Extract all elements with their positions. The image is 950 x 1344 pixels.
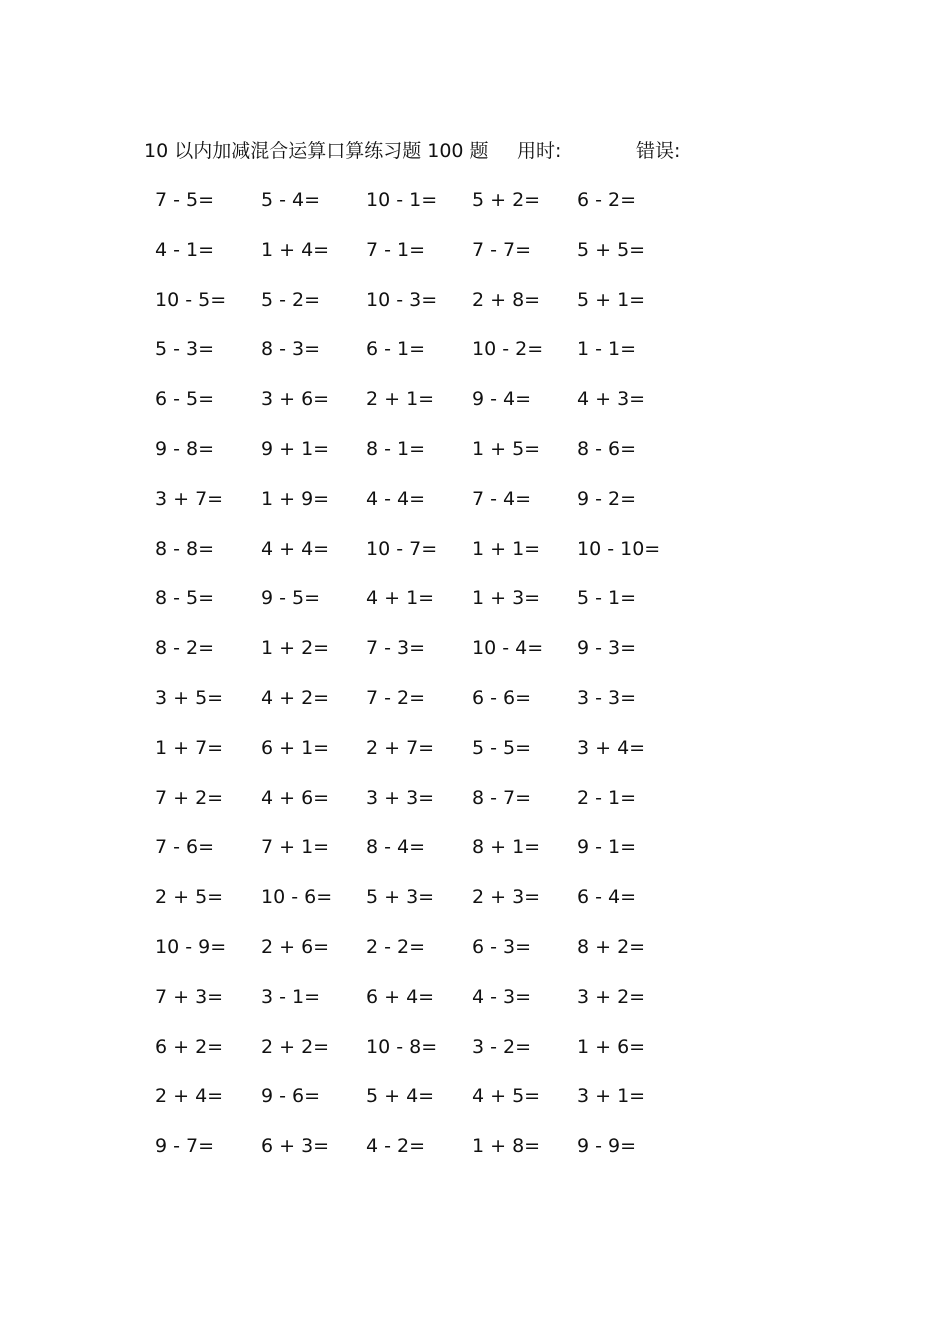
problem-item: 1 + 1= [472, 537, 541, 560]
problem-row [0, 183, 950, 233]
problem-item: 4 - 4= [366, 487, 426, 510]
problem-row [0, 1079, 950, 1129]
problem-item: 2 + 5= [155, 886, 224, 909]
problem-row [0, 283, 950, 333]
problem-item: 6 + 4= [366, 985, 435, 1008]
problem-row [0, 781, 950, 831]
problem-item: 4 + 5= [472, 1085, 541, 1108]
problem-item: 5 - 2= [261, 288, 321, 311]
problem-item: 8 - 8= [155, 537, 215, 560]
problem-item: 6 - 3= [472, 935, 532, 958]
problem-item: 3 - 1= [261, 985, 321, 1008]
problem-item: 8 - 7= [472, 786, 532, 809]
problem-item: 5 + 2= [472, 189, 541, 211]
problem-item: 10 - 4= [472, 637, 544, 660]
problem-item: 3 + 2= [577, 985, 646, 1008]
problem-item: 3 + 7= [155, 487, 224, 510]
problem-item: 2 + 7= [366, 736, 435, 759]
problem-item: 2 + 3= [472, 886, 541, 909]
problem-row [0, 681, 950, 731]
problem-item: 9 - 7= [155, 1135, 215, 1158]
problem-item: 8 - 5= [155, 587, 215, 610]
problem-row [0, 1030, 950, 1080]
problem-item: 1 + 6= [577, 1035, 646, 1058]
problem-item: 8 + 1= [472, 836, 541, 859]
problem-item: 10 - 6= [261, 886, 333, 909]
problem-row [0, 233, 950, 283]
problem-item: 3 - 3= [577, 686, 637, 709]
problem-item: 7 - 7= [472, 238, 532, 261]
problem-item: 4 - 1= [155, 238, 215, 261]
problem-item: 3 + 3= [366, 786, 435, 809]
problem-item: 3 + 1= [577, 1085, 646, 1108]
problem-item: 3 + 6= [261, 388, 330, 411]
problem-item: 7 - 1= [366, 238, 426, 261]
problem-item: 10 - 10= [577, 537, 661, 560]
problem-row [0, 382, 950, 432]
problem-item: 4 + 4= [261, 537, 330, 560]
problem-item: 10 - 8= [366, 1035, 438, 1058]
problem-row [0, 332, 950, 382]
problem-item: 4 + 6= [261, 786, 330, 809]
problem-item: 6 + 2= [155, 1035, 224, 1058]
problem-item: 2 - 1= [577, 786, 637, 809]
problem-item: 9 - 5= [261, 587, 321, 610]
problem-item: 4 + 2= [261, 686, 330, 709]
problem-item: 7 - 5= [155, 189, 215, 211]
problem-item: 1 - 1= [577, 338, 637, 361]
problem-item: 7 - 2= [366, 686, 426, 709]
problem-item: 1 + 7= [155, 736, 224, 759]
problem-row [0, 482, 950, 532]
problem-item: 1 + 8= [472, 1135, 541, 1158]
problem-item: 1 + 3= [472, 587, 541, 610]
problem-item: 1 + 5= [472, 437, 541, 460]
problem-item: 8 - 6= [577, 437, 637, 460]
problem-item: 10 - 5= [155, 288, 227, 311]
problem-item: 4 + 1= [366, 587, 435, 610]
problem-row [0, 1129, 950, 1179]
problem-item: 5 - 3= [155, 338, 215, 361]
problem-item: 6 - 6= [472, 686, 532, 709]
problem-row [0, 980, 950, 1030]
problem-item: 10 - 2= [472, 338, 544, 361]
problem-item: 10 - 7= [366, 537, 438, 560]
problem-item: 6 - 5= [155, 388, 215, 411]
problem-item: 9 + 1= [261, 437, 330, 460]
problem-item: 7 - 6= [155, 836, 215, 859]
problem-item: 4 + 3= [577, 388, 646, 411]
problem-item: 2 + 2= [261, 1035, 330, 1058]
problem-item: 6 - 1= [366, 338, 426, 361]
problem-item: 5 - 4= [261, 189, 321, 211]
worksheet-title: 10 以内加减混合运算口算练习题 100 题 [144, 140, 489, 162]
problem-item: 9 - 4= [472, 388, 532, 411]
problem-item: 5 - 1= [577, 587, 637, 610]
problem-item: 2 + 8= [472, 288, 541, 311]
problem-item: 5 + 4= [366, 1085, 435, 1108]
problem-item: 5 + 3= [366, 886, 435, 909]
problem-row [0, 930, 950, 980]
problem-item: 5 - 5= [472, 736, 532, 759]
problem-item: 10 - 9= [155, 935, 227, 958]
error-label: 错误: [636, 140, 681, 162]
problem-item: 10 - 1= [366, 189, 438, 211]
problem-item: 8 - 4= [366, 836, 426, 859]
problem-item: 9 - 3= [577, 637, 637, 660]
problem-item: 3 + 4= [577, 736, 646, 759]
problem-grid [0, 183, 950, 1179]
problem-item: 1 + 4= [261, 238, 330, 261]
problem-row [0, 532, 950, 582]
problem-row [0, 880, 950, 930]
problem-row [0, 731, 950, 781]
problem-item: 3 + 5= [155, 686, 224, 709]
problem-item: 8 + 2= [577, 935, 646, 958]
problem-item: 1 + 2= [261, 637, 330, 660]
problem-item: 9 - 6= [261, 1085, 321, 1108]
time-label: 用时: [517, 140, 562, 162]
problem-row [0, 631, 950, 681]
problem-row [0, 581, 950, 631]
problem-item: 7 + 2= [155, 786, 224, 809]
problem-item: 9 - 2= [577, 487, 637, 510]
problem-item: 9 - 1= [577, 836, 637, 859]
problem-item: 7 + 1= [261, 836, 330, 859]
problem-item: 8 - 3= [261, 338, 321, 361]
problem-row [0, 830, 950, 880]
problem-item: 6 + 1= [261, 736, 330, 759]
problem-item: 2 + 1= [366, 388, 435, 411]
problem-item: 1 + 9= [261, 487, 330, 510]
problem-item: 9 - 8= [155, 437, 215, 460]
problem-item: 6 - 2= [577, 189, 637, 211]
problem-item: 8 - 2= [155, 637, 215, 660]
problem-item: 5 + 1= [577, 288, 646, 311]
problem-item: 7 + 3= [155, 985, 224, 1008]
problem-item: 3 - 2= [472, 1035, 532, 1058]
problem-item: 4 - 3= [472, 985, 532, 1008]
problem-item: 7 - 4= [472, 487, 532, 510]
problem-item: 2 + 4= [155, 1085, 224, 1108]
problem-item: 6 - 4= [577, 886, 637, 909]
problem-item: 5 + 5= [577, 238, 646, 261]
problem-item: 7 - 3= [366, 637, 426, 660]
problem-item: 2 + 6= [261, 935, 330, 958]
problem-row [0, 432, 950, 482]
worksheet-header [144, 137, 744, 165]
problem-item: 4 - 2= [366, 1135, 426, 1158]
problem-item: 6 + 3= [261, 1135, 330, 1158]
problem-item: 2 - 2= [366, 935, 426, 958]
problem-item: 9 - 9= [577, 1135, 637, 1158]
problem-item: 8 - 1= [366, 437, 426, 460]
problem-item: 10 - 3= [366, 288, 438, 311]
